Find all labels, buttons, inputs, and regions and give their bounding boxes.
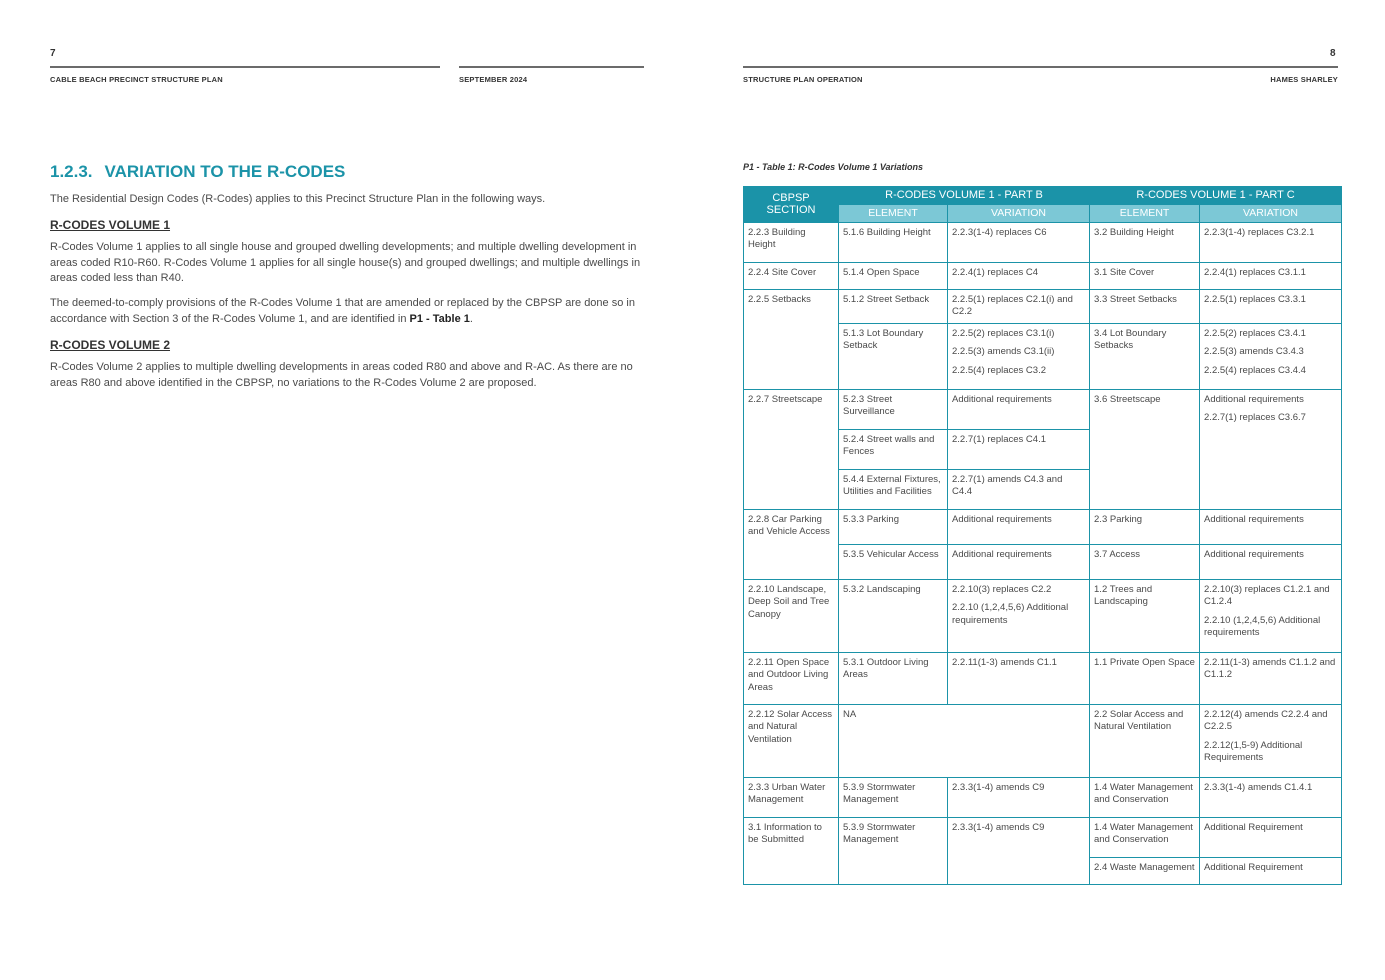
cell-element: 5.1.6 Building Height xyxy=(839,222,948,262)
col-header-variation-b: VARIATION xyxy=(948,205,1090,223)
table-row xyxy=(744,704,1342,777)
cell-element: 5.3.3 Parking xyxy=(839,509,948,544)
table-row xyxy=(744,579,1342,652)
col-group-part-b: R-CODES VOLUME 1 - PART B xyxy=(839,187,1090,205)
cell-variation xyxy=(1200,323,1342,389)
cell-variation: Additional Requirement xyxy=(1200,857,1342,884)
table-row xyxy=(744,652,1342,704)
header-rule-left-2 xyxy=(459,66,644,68)
variation-line: Additional requirements xyxy=(1204,393,1304,405)
cell-variation: Additional requirements xyxy=(1200,509,1342,544)
variation-line: 2.2.12(1,5-9) Additional Requirements xyxy=(1204,739,1303,763)
cell-element: 3.6 Streetscape xyxy=(1090,389,1200,509)
table-row xyxy=(744,222,1342,262)
row-section: 2.2.10 Landscape, Deep Soil and Tree Canopy xyxy=(744,579,839,652)
col-group-part-c: R-CODES VOLUME 1 - PART C xyxy=(1090,187,1342,205)
variation-line: 2.2.5(2) replaces C3.4.1 xyxy=(1204,327,1306,339)
cell-element: 2.4 Waste Management xyxy=(1090,857,1200,884)
cell-variation xyxy=(1200,579,1342,652)
cell-element: 1.4 Water Management and Conservation xyxy=(1090,777,1200,817)
cell-variation xyxy=(1200,704,1342,777)
cell-element: 5.3.9 Stormwater Management xyxy=(839,817,948,884)
cell-variation: 2.2.4(1) replaces C3.1.1 xyxy=(1200,262,1342,289)
cell-element: 1.1 Private Open Space xyxy=(1090,652,1200,704)
cell-element: 5.2.3 Street Surveillance xyxy=(839,389,948,429)
variation-line: 2.2.10(3) replaces C2.2 xyxy=(952,583,1052,595)
cell-element: 3.4 Lot Boundary Setbacks xyxy=(1090,323,1200,389)
cell-element: 1.2 Trees and Landscaping xyxy=(1090,579,1200,652)
table-row xyxy=(744,817,1342,857)
running-header-company: HAMES SHARLEY xyxy=(1270,75,1338,84)
cell-variation: Additional requirements xyxy=(1200,544,1342,579)
cell-element: 3.7 Access xyxy=(1090,544,1200,579)
vol1-paragraph-2 xyxy=(50,296,650,327)
cell-variation: 2.2.5(1) replaces C3.3.1 xyxy=(1200,289,1342,323)
vol2-heading: R-CODES VOLUME 2 xyxy=(50,338,171,352)
cell-element: 1.4 Water Management and Conservation xyxy=(1090,817,1200,857)
vol1-paragraph-2-text: The deemed-to-comply provisions of the R-Codes Volume 1 that are amended or replaced by the CBPSP are done so in accordance with Section 3 of the R-Codes Volume 1, and are identified in xyxy=(50,297,635,325)
intro-paragraph: The Residential Design Codes (R-Codes) applies to this Precinct Structure Plan in the following ways. xyxy=(50,193,546,205)
cell-element: 2.2 Solar Access and Natural Ventilation xyxy=(1090,704,1200,777)
table-row xyxy=(744,777,1342,817)
row-section: 2.2.12 Solar Access and Natural Ventilation xyxy=(744,704,839,777)
cell-element: 5.3.1 Outdoor Living Areas xyxy=(839,652,948,704)
table-row xyxy=(744,509,1342,544)
row-section: 2.2.3 Building Height xyxy=(744,222,839,262)
variation-line: 2.2.12(4) amends C2.2.4 and C2.2.5 xyxy=(1204,708,1328,732)
cell-variation xyxy=(1200,389,1342,509)
variation-line: 2.2.5(3) amends C3.4.3 xyxy=(1204,346,1304,357)
cell-element: 5.1.2 Street Setback xyxy=(839,289,948,323)
cell-element: 5.1.4 Open Space xyxy=(839,262,948,289)
variation-line: 2.2.5(4) replaces C3.4.4 xyxy=(1204,364,1306,376)
cell-variation xyxy=(948,579,1090,652)
cell-element: 3.1 Site Cover xyxy=(1090,262,1200,289)
running-header-date: SEPTEMBER 2024 xyxy=(459,75,528,84)
page-number-left: 7 xyxy=(50,48,56,59)
section-title xyxy=(50,162,345,182)
table-row xyxy=(744,389,1342,429)
vol1-heading: R-CODES VOLUME 1 xyxy=(50,218,171,232)
row-section: 2.2.8 Car Parking and Vehicle Access xyxy=(744,509,839,579)
table-reference: P1 - Table 1 xyxy=(409,312,470,325)
cell-variation: 2.3.3(1-4) amends C9 xyxy=(948,777,1090,817)
col-header-variation-c: VARIATION xyxy=(1200,205,1342,223)
vol1-paragraph-2-end: . xyxy=(469,312,473,325)
cell-variation: 2.2.7(1) amends C4.3 and C4.4 xyxy=(948,469,1090,509)
cell-element: 5.1.3 Lot Boundary Setback xyxy=(839,323,948,389)
variation-line: 2.2.5(3) amends C3.1(ii) xyxy=(952,346,1055,357)
cell-not-applicable: NA xyxy=(839,704,1090,777)
col-header-element-b: ELEMENT xyxy=(839,205,948,223)
section-number: 1.2.3. xyxy=(50,162,93,181)
variations-table xyxy=(743,186,1342,885)
col-header-section: CBPSP SECTION xyxy=(744,187,839,223)
row-section: 2.2.7 Streetscape xyxy=(744,389,839,509)
col-header-element-c: ELEMENT xyxy=(1090,205,1200,223)
variation-line: 2.2.7(1) replaces C3.6.7 xyxy=(1204,412,1306,423)
row-section: 2.2.5 Setbacks xyxy=(744,289,839,389)
cell-variation: 2.2.7(1) replaces C4.1 xyxy=(948,429,1090,469)
cell-element: 5.3.2 Landscaping xyxy=(839,579,948,652)
cell-variation: Additional Requirement xyxy=(1200,817,1342,857)
row-section: 2.3.3 Urban Water Management xyxy=(744,777,839,817)
cell-element: 3.2 Building Height xyxy=(1090,222,1200,262)
variation-line: 2.2.10(3) replaces C1.2.1 and C1.2.4 xyxy=(1204,583,1330,607)
cell-element: 5.3.9 Stormwater Management xyxy=(839,777,948,817)
running-header-right: STRUCTURE PLAN OPERATION xyxy=(743,75,863,84)
variation-line: 2.2.10 (1,2,4,5,6) Additional requirements xyxy=(1204,614,1321,638)
cell-variation: 2.3.3(1-4) amends C1.4.1 xyxy=(1200,777,1342,817)
cell-variation: 2.2.11(1-3) amends C1.1.2 and C1.1.2 xyxy=(1200,652,1342,704)
header-rule-left xyxy=(50,66,440,68)
vol2-paragraph: R-Codes Volume 2 applies to multiple dwelling developments in areas coded R80 and above and R-AC. As there are no areas R80 and above identified in the CBPSP, no variations to the R-Codes Volume 2 are proposed. xyxy=(50,361,633,389)
row-section: 3.1 Information to be Submitted xyxy=(744,817,839,884)
cell-variation: Additional requirements xyxy=(948,544,1090,579)
section-title-text: VARIATION TO THE R-CODES xyxy=(104,162,346,181)
cell-variation: 2.2.5(1) replaces C2.1(i) and C2.2 xyxy=(948,289,1090,323)
running-header-left: CABLE BEACH PRECINCT STRUCTURE PLAN xyxy=(50,75,223,84)
cell-element: 5.3.5 Vehicular Access xyxy=(839,544,948,579)
row-section: 2.2.4 Site Cover xyxy=(744,262,839,289)
cell-element: 5.4.4 External Fixtures, Utilities and Facilities xyxy=(839,469,948,509)
cell-element: 3.3 Street Setbacks xyxy=(1090,289,1200,323)
cell-variation: Additional requirements xyxy=(948,509,1090,544)
table-caption: P1 - Table 1: R-Codes Volume 1 Variations xyxy=(743,162,924,172)
cell-variation: 2.2.4(1) replaces C4 xyxy=(948,262,1090,289)
cell-variation: 2.3.3(1-4) amends C9 xyxy=(948,817,1090,884)
cell-variation: 2.2.11(1-3) amends C1.1 xyxy=(948,652,1090,704)
variation-line: 2.2.5(4) replaces C3.2 xyxy=(952,364,1046,376)
cell-variation: 2.2.3(1-4) replaces C3.2.1 xyxy=(1200,222,1342,262)
table-row xyxy=(744,289,1342,323)
table-row xyxy=(744,262,1342,289)
cell-variation xyxy=(948,323,1090,389)
cell-variation: 2.2.3(1-4) replaces C6 xyxy=(948,222,1090,262)
cell-variation: Additional requirements xyxy=(948,389,1090,429)
row-section: 2.2.11 Open Space and Outdoor Living Areas xyxy=(744,652,839,704)
variation-line: 2.2.10 (1,2,4,5,6) Additional requirements xyxy=(952,602,1069,626)
vol1-paragraph-1: R-Codes Volume 1 applies to all single house and grouped dwelling developments; and multiple dwelling development in areas coded R10-R60. R-Codes Volume 1 applies for all single house(s) and grouped dwellings; and multiple dwellings in areas coded less than R40. xyxy=(50,241,641,284)
header-rule-right xyxy=(743,66,1338,68)
variation-line: 2.2.5(2) replaces C3.1(i) xyxy=(952,327,1055,339)
cell-element: 2.3 Parking xyxy=(1090,509,1200,544)
cell-element: 5.2.4 Street walls and Fences xyxy=(839,429,948,469)
page-number-right: 8 xyxy=(1330,48,1336,59)
